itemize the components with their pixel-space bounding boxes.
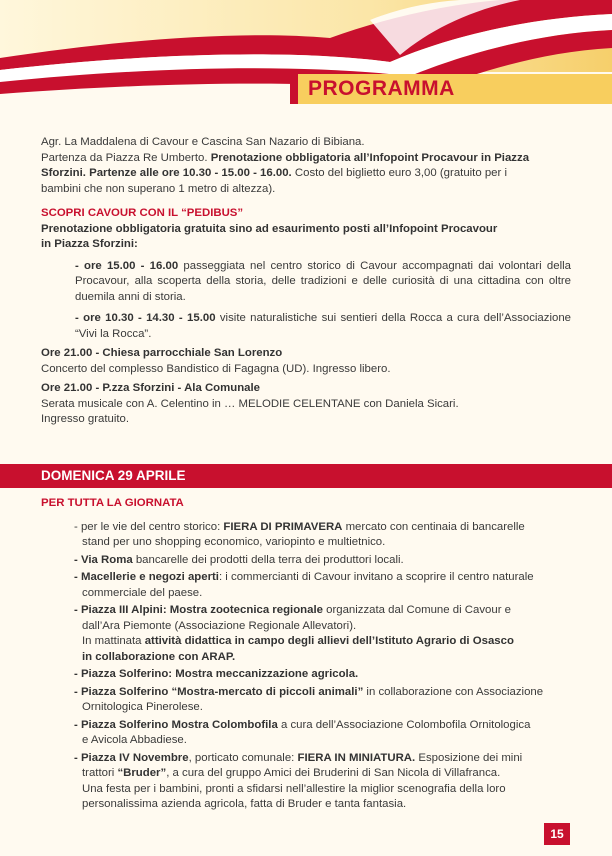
- item-text: stand per uno shopping economico, variopinto e multietnico.: [82, 536, 386, 548]
- item-text: visite naturalistiche sui sentieri della Rocca a cura dell’Associazione “Vivi la Rocca”.: [75, 312, 571, 340]
- sunday-list: [41, 512, 571, 813]
- intro-bold: Sforzini. Partenze alle ore 10.30 - 15.00 - 16.00.: [41, 167, 292, 179]
- pedibus-line-1: Prenotazione obbligatoria gratuita sino ad esaurimento posti all’Infopoint Procavour: [41, 222, 498, 235]
- list-item: [74, 570, 571, 601]
- intro-line-4: bambini che non superano 1 metro di altezza).: [41, 182, 276, 195]
- item-bold: - Via Roma: [74, 553, 133, 566]
- item-text: commerciale del paese.: [82, 586, 203, 599]
- item-text: bancarelle dei prodotti della terra dei produttori locali.: [132, 553, 404, 566]
- item-text: Esposizione dei mini: [415, 751, 523, 764]
- item-text: In mattinata: [82, 635, 145, 647]
- list-item: [74, 553, 571, 569]
- item-text: a cura dell’Associazione Colombofila Ornitologica: [277, 718, 531, 731]
- item-bold: - Piazza III Alpini: Mostra zootecnica regionale: [74, 604, 323, 616]
- item-bold: in collaborazione con ARAP.: [82, 650, 236, 663]
- sunday-content: [41, 496, 571, 815]
- sunday-subheading: PER TUTTA LA GIORNATA: [41, 497, 184, 509]
- program-content: [41, 135, 571, 428]
- item-bold: - Macellerie e negozi aperti: [74, 571, 219, 583]
- item-time: - ore 10.30 - 14.30 - 15.00: [75, 312, 216, 324]
- item-text: personalissima azienda agricola, fatta di Bruder e tanta fantasia.: [82, 798, 407, 810]
- section-heading-sunday: DOMENICA 29 APRILE: [0, 464, 612, 488]
- pedibus-heading: SCOPRI CAVOUR CON IL “PEDIBUS”: [41, 207, 244, 219]
- item-text: dall’Ara Piemonte (Associazione Regionale Allevatori).: [82, 619, 357, 632]
- pedibus-item-2: [41, 311, 571, 342]
- list-item: [74, 751, 571, 813]
- item-text: : i commercianti di Cavour invitano a scoprire il centro naturale: [218, 571, 534, 583]
- item-text: passeggiata nel centro storico di Cavour accompagnati dai volontari della Procavour, alla scoperta della storia, delle tradizioni e delle curiosità di una cittadina con oltre duemila anni di storia.: [75, 259, 571, 303]
- item-text: e Avicola Abbadiese.: [82, 734, 187, 746]
- list-item: [74, 685, 571, 716]
- list-item: [74, 718, 571, 749]
- item-bold: - Piazza Solferino: Mostra meccanizzazione agricola.: [74, 668, 359, 680]
- event-2-title: Ore 21.00 - P.zza Sforzini - Ala Comunale: [41, 382, 261, 394]
- intro-line-2: [41, 151, 571, 167]
- intro-text: Partenza da Piazza Re Umberto.: [41, 151, 211, 164]
- item-bold: - Piazza IV Novembre: [74, 751, 189, 764]
- item-bold: attività didattica in campo degli allievi dell’Istituto Agrario di Osasco: [144, 635, 514, 647]
- list-item: [74, 667, 571, 683]
- event-2-text-2: Ingresso gratuito.: [41, 413, 130, 425]
- item-text: , a cura del gruppo Amici dei Bruderini di San Nicola di Villafranca.: [166, 767, 501, 779]
- item-text: Una festa per i bambini, pronti a sfidarsi nell’allestire la miglior scenografia della loro: [82, 782, 506, 795]
- item-bold: “Bruder”: [117, 767, 167, 779]
- item-text: mercato con centinaia di bancarelle: [342, 520, 525, 533]
- item-text: Ornitologica Pinerolese.: [82, 701, 203, 713]
- item-time: - ore 15.00 - 16.00: [75, 259, 179, 272]
- event-1-title: Ore 21.00 - Chiesa parrocchiale San Lorenzo: [41, 347, 283, 359]
- item-bold: FIERA DI PRIMAVERA: [223, 520, 343, 533]
- item-text: in collaborazione con Associazione: [363, 685, 544, 698]
- intro-bold: Prenotazione obbligatoria all’Infopoint Procavour in Piazza: [210, 151, 530, 164]
- item-bold: - Piazza Solferino Mostra Colombofila: [74, 718, 278, 731]
- pedibus-item-1: [41, 259, 571, 306]
- event-1-text: Concerto del complesso Bandistico di Fagagna (UD). Ingresso libero.: [41, 362, 391, 375]
- item-text: organizzata dal Comune di Cavour e: [322, 604, 512, 616]
- intro-line-3: [41, 166, 571, 182]
- list-item: [74, 603, 571, 665]
- item-bold: FIERA IN MINIATURA.: [297, 751, 416, 764]
- item-text: , porticato comunale:: [188, 751, 298, 764]
- pedibus-line-2: in Piazza Sforzini:: [41, 238, 138, 250]
- intro-text: Costo del biglietto euro 3,00 (gratuito per i: [291, 167, 508, 179]
- intro-line-1: Agr. La Maddalena di Cavour e Cascina San Nazario di Bibiana.: [41, 136, 365, 148]
- page-number: 15: [544, 823, 570, 845]
- list-item: [74, 520, 571, 551]
- item-text: trattori: [82, 767, 118, 779]
- item-text: - per le vie del centro storico:: [74, 520, 224, 533]
- event-2-text: Serata musicale con A. Celentino in … MELODIE CELENTANE con Daniela Sicari.: [41, 397, 459, 410]
- item-bold: - Piazza Solferino “Mostra-mercato di piccoli animali”: [74, 685, 364, 698]
- page-title: PROGRAMMA: [298, 74, 612, 104]
